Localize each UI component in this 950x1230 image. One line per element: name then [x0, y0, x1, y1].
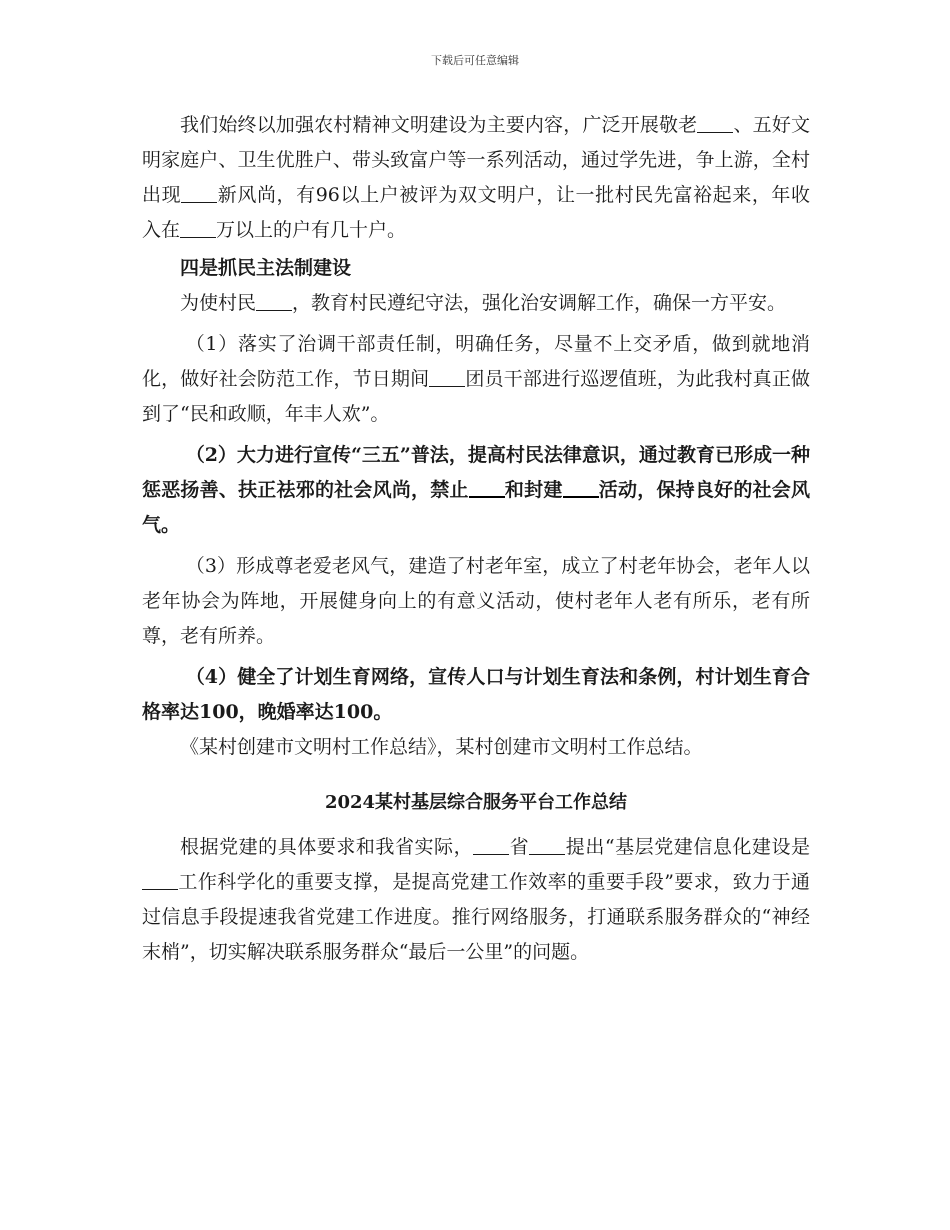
- blank: [469, 477, 505, 498]
- page-header: 下载后可任意编辑: [431, 54, 519, 67]
- blank: [181, 183, 217, 203]
- blank: [529, 835, 565, 855]
- paragraph-item-2: （2）大力进行宣传“三五”普法，提高村民法律意识，通过教育已形成一种惩恶扬善、扶正祛邪的社会风尚，禁止 和封建 活动，保持良好的社会风气。: [142, 444, 810, 536]
- paragraph-item-4: （4）健全了计划生育网络，宣传人口与计划生育法和条例，村计划生育合格率达100，晚婚率达100。: [142, 666, 810, 723]
- paragraph-item-1: （1）落实了治调干部责任制，明确任务，尽量不上交矛盾，做到就地消化，做好社会防范工作，节日期间 团员干部进行巡逻值班，为此我村真正做到了“民和政顺，年丰人欢”。: [142, 333, 810, 425]
- blank: [697, 113, 733, 133]
- blank: [563, 477, 599, 498]
- blank: [256, 291, 292, 311]
- blank: [142, 870, 178, 890]
- document-body: [142, 108, 810, 970]
- blank: [429, 367, 465, 387]
- blank: [180, 218, 216, 238]
- section-heading-democracy-law: 四是抓民主法制建设: [180, 257, 352, 279]
- document-title: 2024某村基层综合服务平台工作总结: [324, 792, 628, 813]
- paragraph-summary-ref: 《某村创建市文明村工作总结》，某村创建市文明村工作总结。: [180, 736, 703, 758]
- blank: [473, 835, 509, 855]
- paragraph-item-3: （3）形成尊老爱老风气，建造了村老年室，成立了村老年协会，老年人以老年协会为阵地，开展健身向上的有意义活动，使村老年人老有所乐，老有所尊，老有所养。: [142, 555, 810, 647]
- paragraph-law-intro: 为使村民 ，教育村民遵纪守法，强化治安调解工作，确保一方平安。: [180, 292, 787, 314]
- paragraph-village-activities: 我们始终以加强农村精神文明建设为主要内容，广泛开展敬老 、五好文明家庭户、卫生优胜户、带头致富户等一系列活动，通过学先进，争上游，全村出现 新风尚，有96以上户被评为双文明户，让一批村民先富裕起来，年收入在 万以上的户有几十户。: [142, 114, 810, 241]
- paragraph-party-building: 根据党建的具体要求和我省实际， 省 提出“基层党建信息化建设是工作科学化的重要支撑，是提高党建工作效率的重要手段”要求，致力于通过信息手段提速我省党建工作进度。推行网络服务，打通联系服务群众的“神经末梢”，切实解决联系服务群众“最后一公里”的问题。: [142, 836, 810, 963]
